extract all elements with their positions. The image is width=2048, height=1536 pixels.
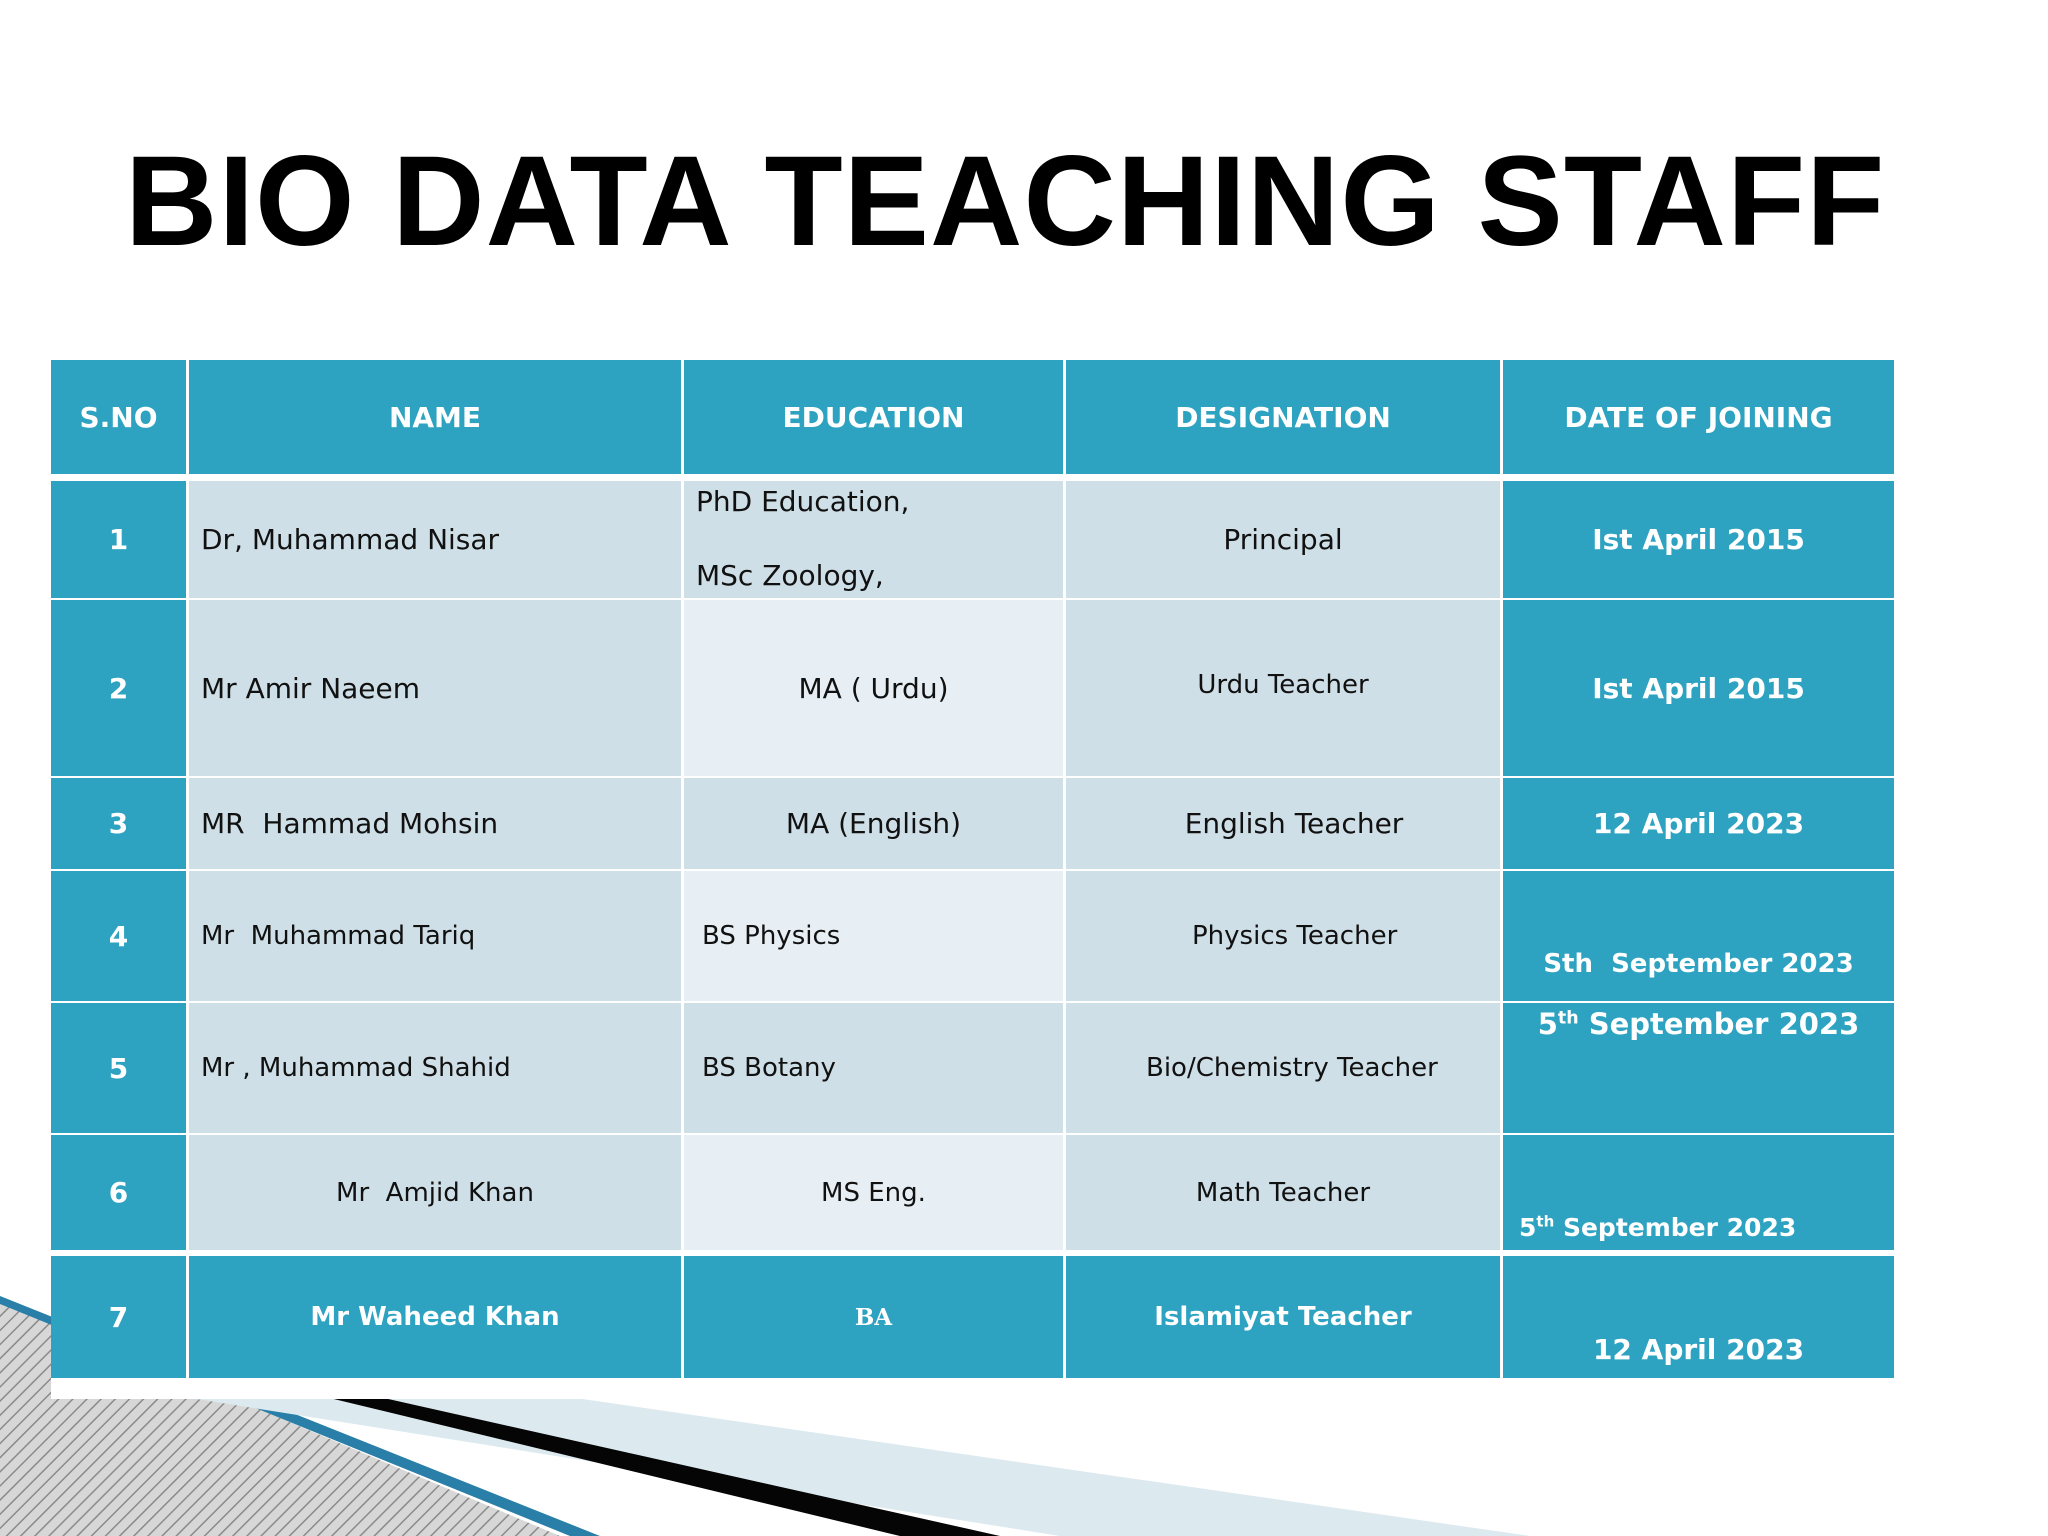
cell-name: Dr, Muhammad Nisar	[189, 481, 681, 598]
cell-education: BS Physics	[684, 871, 1063, 1001]
cell-date-of-joining	[1503, 1003, 1894, 1133]
cell-date-of-joining: Ist April 2015	[1503, 600, 1894, 776]
header-name: NAME	[189, 360, 681, 474]
staff-table	[51, 360, 1917, 1399]
cell-name: Mr Amir Naeem	[189, 600, 681, 776]
cell-designation: Bio/Chemistry Teacher	[1066, 1003, 1500, 1133]
cell-name: Mr Waheed Khan	[189, 1256, 681, 1378]
cell-designation: Principal	[1066, 481, 1500, 598]
table-row	[51, 871, 1917, 1001]
cell-name: Mr Amjid Khan	[189, 1135, 681, 1250]
table-row	[51, 600, 1917, 776]
date-text: 5th September 2023	[1537, 1007, 1860, 1041]
cell-date-of-joining: 12 April 2023	[1503, 1256, 1894, 1378]
cell-sno: 3	[51, 778, 186, 869]
cell-sno: 2	[51, 600, 186, 776]
header-sno: S.NO	[51, 360, 186, 474]
page-title: BIO DATA TEACHING STAFF	[125, 130, 1886, 273]
table-row	[51, 778, 1917, 869]
cell-designation: Islamiyat Teacher	[1066, 1256, 1500, 1378]
cell-name: MR Hammad Mohsin	[189, 778, 681, 869]
cell-designation: Urdu Teacher	[1066, 600, 1500, 776]
cell-sno: 7	[51, 1256, 186, 1378]
table-header-row	[51, 360, 1917, 474]
education-line: MSc Zoology,	[696, 559, 884, 592]
cell-name: Mr , Muhammad Shahid	[189, 1003, 681, 1133]
cell-sno: 4	[51, 871, 186, 1001]
cell-education: BA	[684, 1256, 1063, 1378]
cell-date-of-joining: Ist April 2015	[1503, 481, 1894, 598]
table-row	[51, 1135, 1917, 1250]
cell-designation: Physics Teacher	[1066, 871, 1500, 1001]
cell-sno: 5	[51, 1003, 186, 1133]
table-row	[51, 481, 1917, 598]
cell-designation: English Teacher	[1066, 778, 1500, 869]
cell-education: MA (English)	[684, 778, 1063, 869]
education-line: PhD Education,	[696, 485, 910, 518]
cell-education: BS Botany	[684, 1003, 1063, 1133]
table-row	[51, 1256, 1917, 1378]
cell-date-of-joining: 12 April 2023	[1503, 778, 1894, 869]
header-date-of-joining: DATE OF JOINING	[1503, 360, 1894, 474]
header-designation: DESIGNATION	[1066, 360, 1500, 474]
table-row	[51, 1003, 1917, 1133]
header-education: EDUCATION	[684, 360, 1063, 474]
date-text: 5th September 2023	[1519, 1212, 1797, 1242]
cell-date-of-joining: Sth September 2023	[1503, 871, 1894, 1001]
cell-name: Mr Muhammad Tariq	[189, 871, 681, 1001]
cell-sno: 1	[51, 481, 186, 598]
cell-date-of-joining	[1503, 1135, 1894, 1250]
cell-education: MS Eng.	[684, 1135, 1063, 1250]
cell-education	[684, 481, 1063, 598]
cell-sno: 6	[51, 1135, 186, 1250]
cell-designation: Math Teacher	[1066, 1135, 1500, 1250]
cell-education: MA ( Urdu)	[684, 600, 1063, 776]
